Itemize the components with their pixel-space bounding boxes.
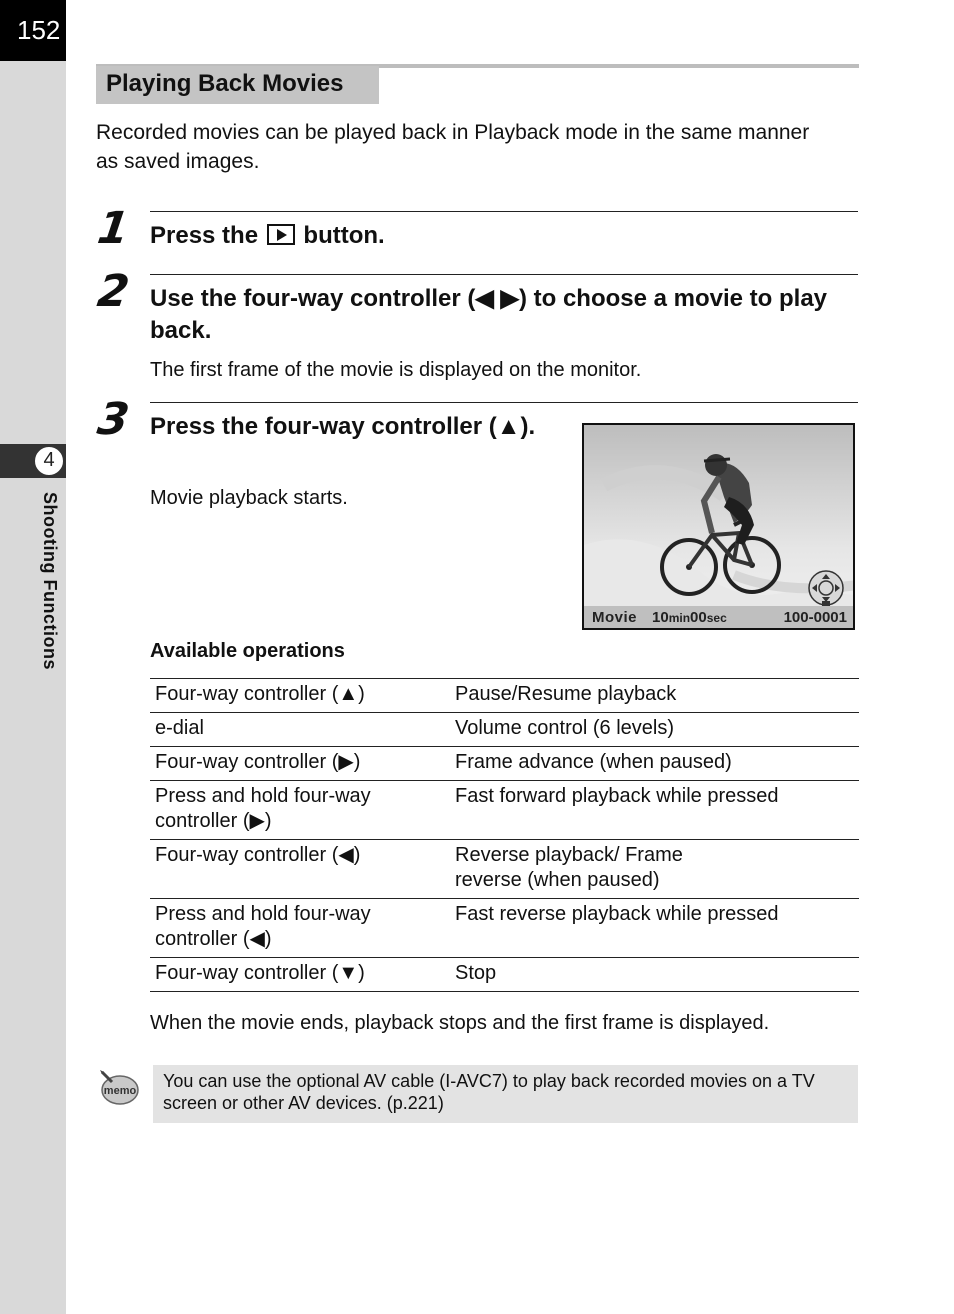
operation-action: Pause/Resume playback: [450, 679, 859, 713]
memo-note: You can use the optional AV cable (I-AVC7) to play back recorded movies on a TV screen or other AV devices. (p.221): [153, 1065, 858, 1123]
monitor-file-number: 100-0001: [783, 609, 847, 626]
table-row: [150, 899, 859, 958]
operation-action: Stop: [450, 958, 859, 992]
table-row: [150, 958, 859, 992]
operation-control: Press and hold four-way controller (◀): [150, 899, 450, 958]
step-3-rule: [150, 402, 858, 403]
monitor-seconds: 00: [690, 609, 707, 626]
table-row: [150, 781, 859, 840]
operation-action: Volume control (6 levels): [450, 713, 859, 747]
table-row: [150, 747, 859, 781]
operation-action: Reverse playback/ Frame reverse (when paused): [450, 840, 859, 899]
operation-control: Four-way controller (▶): [150, 747, 450, 781]
step-3-number: 3: [94, 394, 133, 445]
step-2-rule: [150, 274, 858, 275]
monitor-movie-length: [652, 609, 727, 626]
table-row: [150, 713, 859, 747]
step-2-description: The first frame of the movie is displayed on the monitor.: [150, 359, 642, 381]
section-title: Playing Back Movies: [96, 66, 379, 104]
operation-action: Fast forward playback while pressed: [450, 781, 859, 840]
table-row: [150, 840, 859, 899]
operation-control: Four-way controller (◀): [150, 840, 450, 899]
after-playback-text: When the movie ends, playback stops and the first frame is displayed.: [150, 1012, 770, 1034]
step-1-title: [150, 220, 385, 252]
operation-control: Four-way controller (▲): [150, 679, 450, 713]
operation-control: e-dial: [150, 713, 450, 747]
operation-action: Fast reverse playback while pressed: [450, 899, 859, 958]
operation-action: Frame advance (when paused): [450, 747, 859, 781]
step-1-rule: [150, 211, 858, 212]
operations-heading: Available operations: [150, 640, 345, 662]
step-1-title-after: button.: [303, 222, 385, 249]
memo-icon-label: memo: [103, 1085, 137, 1097]
step-1-number: 1: [94, 203, 133, 254]
memo-icon: [98, 1068, 140, 1108]
chapter-label: Shooting Functions: [40, 492, 60, 670]
step-2-title: Use the four-way controller (◀ ▶) to choose a movie to play back.: [150, 285, 828, 344]
monitor-minutes-unit: min: [668, 611, 691, 625]
operation-control: Press and hold four-way controller (▶): [150, 781, 450, 840]
monitor-movie-label: Movie: [592, 609, 638, 626]
playback-button-icon: [267, 224, 295, 245]
bmx-rider-image: [584, 425, 855, 630]
table-row: [150, 679, 859, 713]
chapter-number: 4: [34, 446, 64, 476]
step-3-description: Movie playback starts.: [150, 487, 348, 509]
intro-text: Recorded movies can be played back in Playback mode in the same manner as saved images.: [96, 121, 810, 173]
page-number: 152: [0, 0, 66, 61]
operation-control: Four-way controller (▼): [150, 958, 450, 992]
step-3-title: Press the four-way controller (▲).: [150, 413, 536, 440]
monitor-minutes: 10: [652, 609, 669, 626]
monitor-screen: [582, 423, 855, 630]
step-2-number: 2: [94, 266, 133, 317]
step-1-title-before: Press the: [150, 222, 259, 249]
monitor-seconds-unit: sec: [706, 611, 727, 625]
operations-table: [150, 678, 859, 992]
